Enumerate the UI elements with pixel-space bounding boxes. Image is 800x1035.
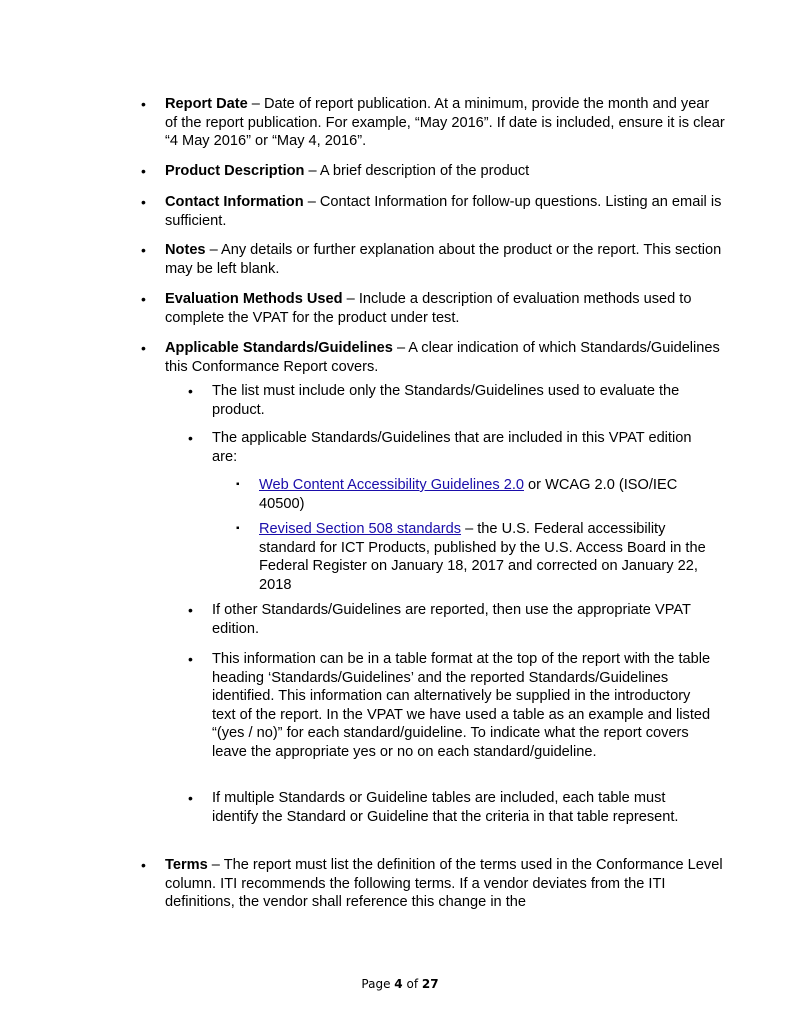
- standard-description: – the U.S. Federal accessibility standard for ICT Products, published by the U.S. Access Board in the Federal Register on January 18, 2017 and corrected on January 22, 2018: [259, 521, 706, 593]
- bullet: •: [141, 163, 146, 179]
- term-description: – A clear indication of which Standards/Guidelines this Conformance Report covers.: [165, 340, 720, 375]
- bullet: •: [188, 790, 193, 806]
- sub-item-text: The list must include only the Standards/Guidelines used to evaluate the product.: [212, 383, 680, 418]
- term-label: Report Date: [165, 96, 248, 112]
- term-description: – The report must list the definition of the terms used in the Conformance Level column. ITI recommends the following terms. If a vendor deviates from the ITI definitions, the vendor shall reference this change in the: [165, 857, 723, 910]
- sub-item-text: The applicable Standards/Guidelines that are included in this VPAT edition are:: [212, 430, 692, 465]
- term-label: Applicable Standards/Guidelines: [165, 340, 393, 356]
- standard-description: or WCAG 2.0 (ISO/IEC 40500): [259, 477, 678, 512]
- sub-item-text: If other Standards/Guidelines are reported, then use the appropriate VPAT edition.: [212, 602, 691, 637]
- term-label: Product Description: [165, 163, 305, 179]
- square-bullet: ▪: [236, 479, 240, 490]
- footer-prefix: Page: [361, 977, 395, 991]
- term-label: Notes: [165, 242, 206, 258]
- bullet: •: [141, 96, 146, 112]
- term-label: Evaluation Methods Used: [165, 291, 343, 307]
- sub-item-text: This information can be in a table format at the top of the report with the table heading ‘Standards/Guidelines’ and the reported Standards/Guidelines identified. This information can alternatively be supplied in the introductory text of the report. In the VPAT we have used a table as an example and listed “(yes / no)” for each standard/guideline. To indicate what the report covers leave the appropriate yes or no on each standard/guideline.: [212, 651, 711, 760]
- bullet: •: [188, 383, 193, 399]
- bullet: •: [141, 194, 146, 210]
- term-description: – A brief description of the product: [304, 163, 530, 179]
- term-label: Terms: [165, 857, 208, 873]
- page-footer: [0, 977, 800, 991]
- bullet: •: [188, 430, 193, 446]
- wcag-link[interactable]: Web Content Accessibility Guidelines 2.0: [259, 477, 524, 493]
- term-description: – Contact Information for follow-up questions. Listing an email is sufficient.: [165, 194, 722, 229]
- footer-middle: of: [402, 977, 422, 991]
- term-description: – Date of report publication. At a minimum, provide the month and year of the report publication. For example, “May 2016”. If date is included, ensure it is clear “4 May 2016” or “May 4, 2016”.: [165, 96, 725, 149]
- bullet: •: [188, 602, 193, 618]
- square-bullet: ▪: [236, 523, 240, 534]
- bullet: •: [141, 242, 146, 258]
- term-label: Contact Information: [165, 194, 304, 210]
- bullet: •: [141, 340, 146, 356]
- current-page-number: 4: [394, 977, 403, 991]
- term-description: – Any details or further explanation about the product or the report. This section may be left blank.: [165, 242, 722, 277]
- bullet: •: [188, 651, 193, 667]
- section-508-link[interactable]: Revised Section 508 standards: [259, 521, 462, 537]
- bullet: •: [141, 291, 146, 307]
- total-pages: 27: [421, 977, 439, 991]
- sub-item-text: If multiple Standards or Guideline tables are included, each table must identify the Standard or Guideline that the criteria in that table represent.: [212, 790, 679, 825]
- term-description: – Include a description of evaluation methods used to complete the VPAT for the product under test.: [165, 291, 692, 326]
- bullet: •: [141, 857, 146, 873]
